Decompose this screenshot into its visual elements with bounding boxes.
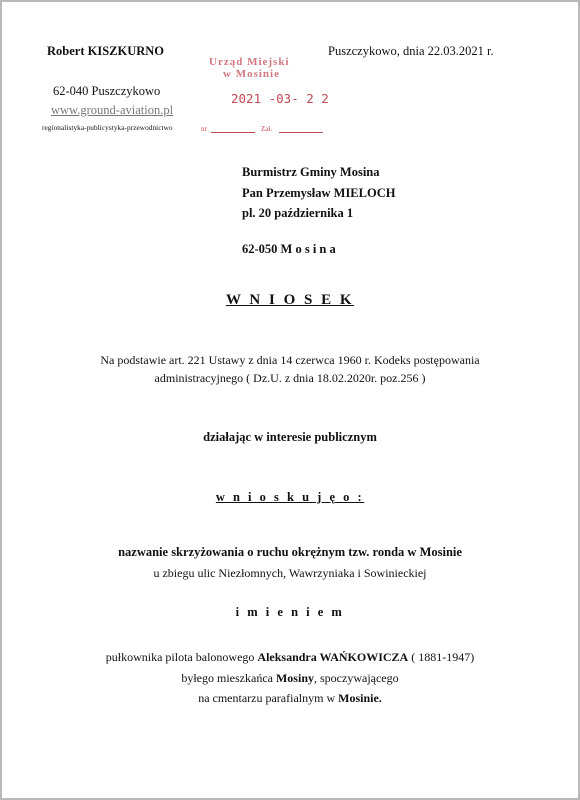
patron-cemetery-text: na cmentarzu parafialnym w: [198, 691, 339, 705]
place-date: Puszczykowo, dnia 22.03.2021 r.: [328, 44, 494, 58]
patron-name: Aleksandra WAŃKOWICZA: [257, 650, 409, 664]
patron-line2: [2, 668, 578, 689]
patron-resident-text: byłego mieszkańca: [181, 670, 276, 685]
street-location: u zbiegu ulic Niezłomnych, Wawrzyniaka i Sowinieckiej: [153, 566, 427, 580]
registry-stamp: [201, 54, 331, 144]
patron-rank: pułkownika pilota balonowego: [105, 650, 258, 664]
patron-description: [2, 647, 578, 709]
sender-name: Robert KISZKURNO: [47, 44, 165, 58]
stamp-nr-line: [211, 132, 255, 133]
named-after-phrase: i m i e n i e m: [235, 605, 345, 619]
patron-resting-text: , spoczywającego: [314, 670, 399, 685]
patron-town: Mosiny: [275, 670, 314, 685]
naming-request: nazwanie skrzyżowania o ruchu okrężnym tzw. ronda w Mosinie: [118, 545, 462, 559]
addressee-name: Pan Przemysław MIELOCH: [242, 185, 396, 200]
request-phrase-text: w n i o s k u j ę o :: [215, 490, 365, 504]
addressee-title: Burmistrz Gminy Mosina: [242, 165, 380, 179]
stamp-office-line2: w Mosinie: [223, 68, 280, 80]
patron-years: ( 1881-1947): [408, 650, 475, 664]
stamp-office-name: [209, 56, 290, 80]
sender-tagline: regionalistyka-publicystyka-przewodnictwo: [42, 124, 173, 132]
stamp-date: 2021 -03- 2 2: [231, 91, 329, 106]
request-phrase: [2, 490, 578, 505]
stamp-zal-label: Zał.: [261, 125, 273, 133]
legal-basis: [2, 351, 578, 387]
legal-basis-line1: Na podstawie art. 221 Ustawy z dnia 14 czerwca 1960 r. Kodeks postępowania: [100, 353, 480, 367]
addressee-street: pl. 20 października 1: [242, 206, 354, 220]
sender-postal-city: 62-040 Puszczykowo: [53, 84, 161, 98]
patron-line1: [2, 647, 578, 668]
patron-line3: [2, 688, 578, 709]
document-title-text: W N I O S E K: [225, 292, 355, 308]
stamp-zal-line: [279, 132, 323, 133]
patron-cemetery-town: Mosinie.: [338, 691, 382, 705]
addressee-block: [242, 162, 395, 224]
stamp-nr-label: nr: [201, 125, 207, 133]
stamp-office-line1: Urząd Miejski: [209, 56, 290, 68]
acting-phrase: działając w interesie publicznym: [203, 430, 377, 444]
sender-website-link[interactable]: www.ground-aviation.pl: [51, 103, 174, 117]
document-title: [2, 292, 578, 309]
legal-basis-line2: administracyjnego ( Dz.U. z dnia 18.02.2020r. poz.256 ): [154, 371, 426, 385]
addressee-city: 62-050 M o s i n a: [242, 242, 336, 256]
